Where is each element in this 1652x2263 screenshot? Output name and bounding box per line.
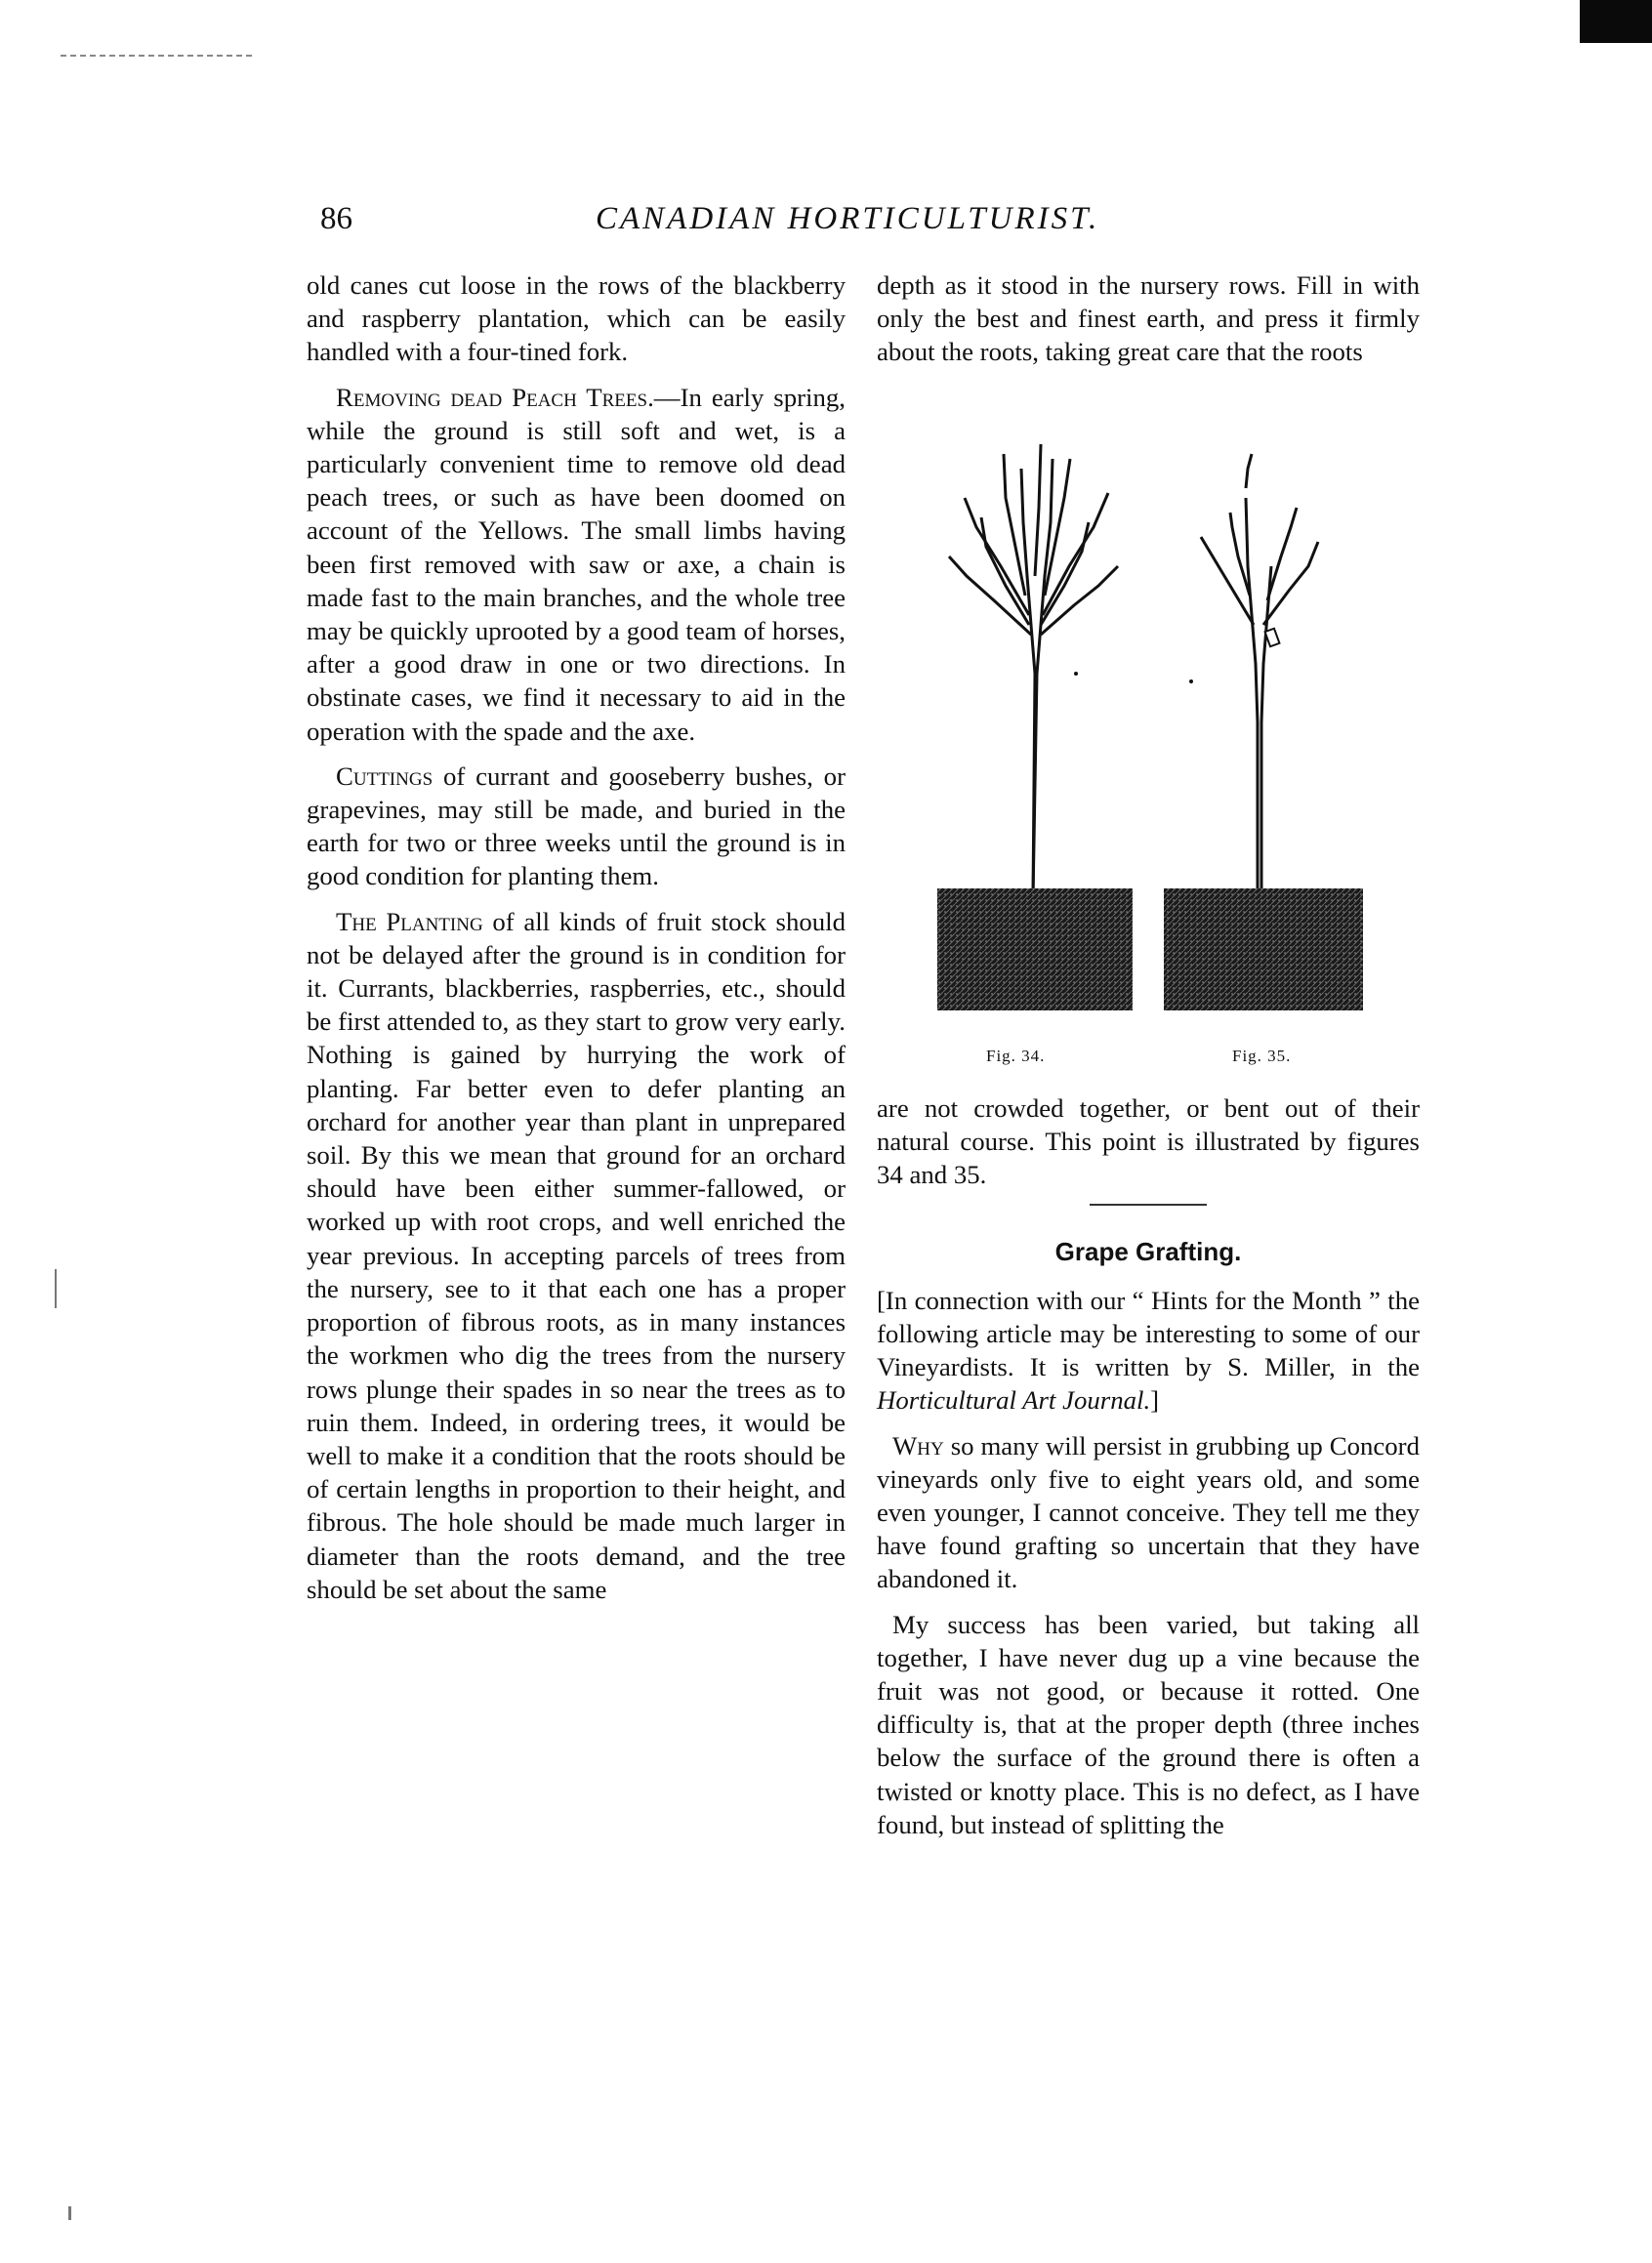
paragraph-text: depth as it stood in the nursery rows. Fill in with only the best and finest earth, and press it firmly about the roots, taking great care that the roots [877,270,1420,367]
paragraph-text: of all kinds of fruit stock should not be delayed after the ground is in condition for it. Currants, blackberries, raspberries, etc., should be first attended to, as they start to grow very early. Nothing is gained by hurrying the work of planting. Far better even to defer planting an orchard for another year than plant in unprepared soil. By this we mean that ground for an orchard should have been either summer-fallowed, or worked up with root crops, and well enriched the year previous. In accepting parcels of trees from the nursery, see to it that each one has a proper proportion of fibrous roots, as in many instances the workmen who dig the trees from the nursery rows plunge their spades in so near the trees as to ruin them. Indeed, in ordering trees, it would be well to make it a condition that the roots should be of certain lengths in proportion to their height, and fibrous. The hole should be made much larger in diameter than the roots demand, and the tree should be set about the same [307,906,846,1604]
paragraph-text: [In connection with our “ Hints for the Month ” the following article may be interesting to some of our Vineyardists. It is written by S. Miller, in the [877,1285,1420,1382]
page-number: 86 [320,201,352,236]
run-in-heading: The Planting [336,906,483,936]
editorial-intro [877,1284,1420,1418]
paragraph-text: old canes cut loose in the rows of the blackberry and raspberry plantation, which can be easily handled with a four-tined fork. [307,270,846,367]
paragraph [877,1091,1420,1192]
fig35-tree [1201,454,1318,898]
figure-caption: Fig. 35. [1232,1047,1292,1065]
journal-title: CANADIAN HORTICULTURIST. [596,201,1100,236]
right-column-top [877,268,1420,381]
paragraph-text: so many will persist in grubbing up Concord vineyards only five to eight years old, and some even younger, I cannot conceive. They tell me they have found grafting so uncertain that they have abandoned it. [877,1430,1420,1594]
run-in-heading: Removing dead Peach Trees. [336,382,654,412]
scan-corner-artifact [1580,0,1652,43]
paragraph-text: —In early spring, while the ground is still soft and wet, is a particularly convenient time to remove old dead peach trees, or such as have been doomed on account of the Yellows. The small limbs having been first removed with saw or axe, a chain is made fast to the main branches, and the whole tree may be quickly uprooted by a good team of horses, after a good draw in one or two directions. In obstinate cases, we find it necessary to aid in the operation with the spade and the axe. [307,382,846,746]
fig34-soil-block [937,888,1133,1010]
running-head [303,201,1427,250]
paragraph [877,268,1420,369]
paragraph [877,1608,1420,1841]
paragraph-text: My success has been varied, but taking all together, I have never dug up a vine because the fruit was not good, or because it rotted. One difficulty is, that at the proper depth (three inches below the surface of the ground there is often a twisted or knotty place. This is no defect, as I have found, but instead of splitting the [877,1609,1420,1839]
paragraph [307,268,846,369]
fig34-tree [949,444,1118,898]
run-in-heading: Cuttings [336,761,434,791]
tree-drawings [908,430,1386,1035]
paragraph [307,905,846,1606]
paragraph [307,760,846,893]
paragraph [877,1429,1420,1596]
run-in-heading: Why [892,1430,944,1461]
section-heading: Grape Grafting. [1054,1236,1242,1266]
paragraph-text: are not crowded together, or bent out of their natural course. This point is illustrated by figures 34 and 35. [877,1093,1420,1190]
right-column-bottom [877,1091,1420,1853]
section-divider [1090,1204,1207,1206]
paragraph-text: ] [1150,1385,1160,1416]
left-column [307,268,846,1618]
tree-illustration [908,430,1386,1074]
fig35-graft-tag [1265,629,1280,646]
fig35-soil-block [1164,888,1363,1010]
scan-edge-artifact [68,2206,71,2220]
figure-caption: Fig. 34. [986,1047,1046,1065]
scan-edge-artifact [55,1269,57,1308]
source-title: Horticultural Art Journal. [877,1385,1151,1416]
paragraph [307,381,846,748]
paragraph-text: of currant and gooseberry bushes, or grapevines, may still be made, and buried in the earth for two or three weeks until the ground is in good condition for planting them. [307,761,846,891]
scan-edge-artifact [61,55,256,57]
